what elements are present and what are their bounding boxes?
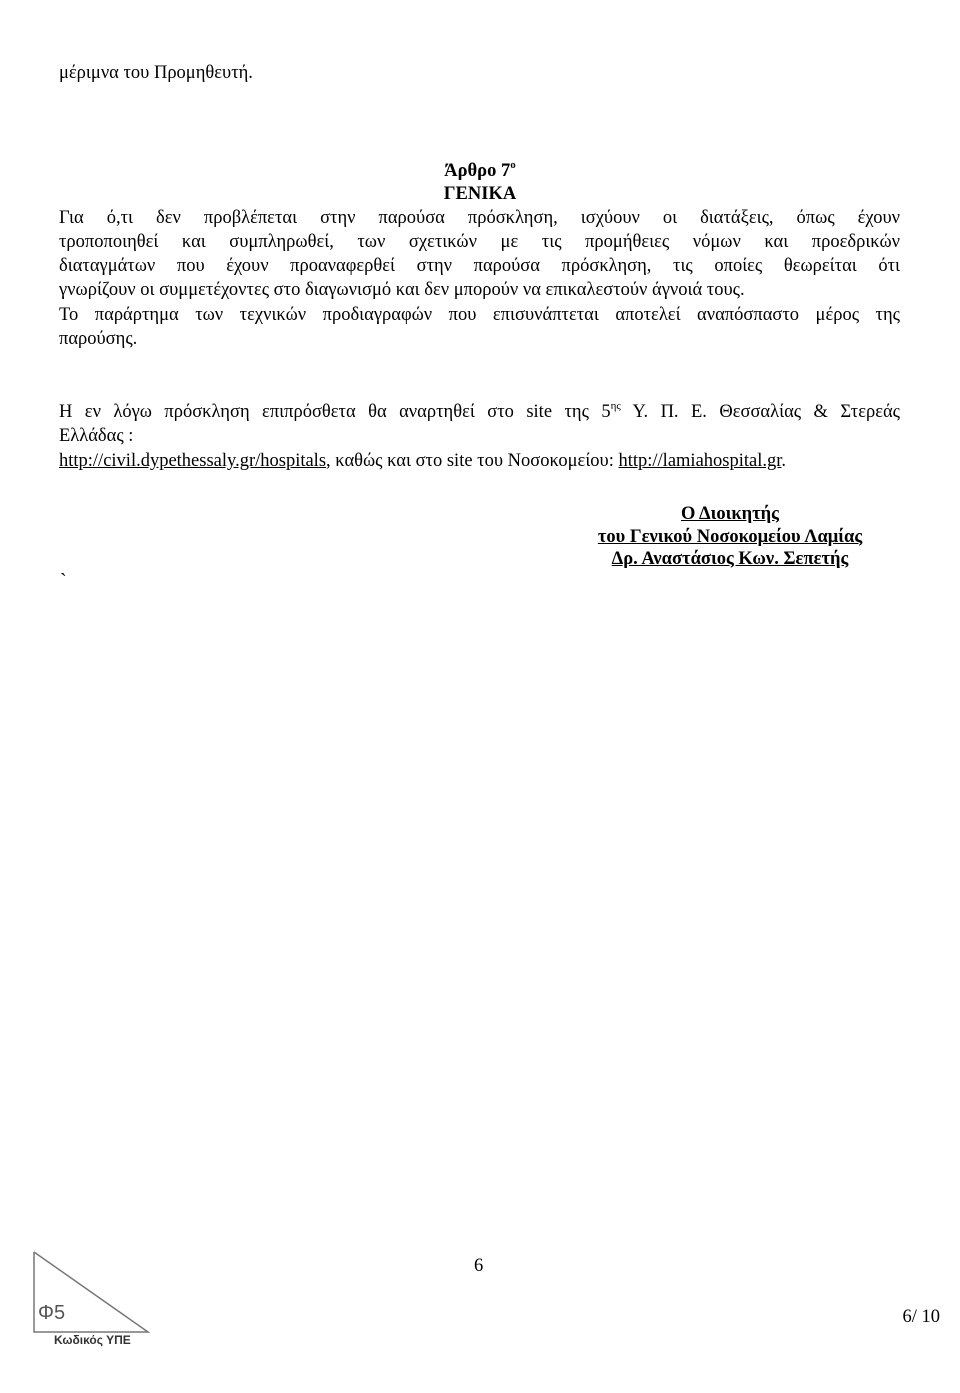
signature-title: Ο Διοικητής — [681, 504, 779, 524]
civil-dypethessaly-link[interactable]: http://civil.dypethessaly.gr/hospitals — [59, 451, 327, 471]
stray-mark: ` — [60, 570, 67, 592]
paragraph3-line1 — [59, 400, 900, 424]
paragraph1-line: τροποποιηθεί και συμπληρωθεί, των σχετικών με τις προμήθειες νόμων και προεδρικών — [59, 232, 900, 252]
page-of-total: 6/ 10 — [902, 1307, 940, 1327]
page-number: 6 — [474, 1256, 484, 1276]
article-subtitle: ΓΕΝΙΚΑ — [443, 184, 517, 204]
lamiahospital-link[interactable]: http://lamiahospital.gr — [618, 451, 782, 471]
paragraph3-sup: ης — [610, 400, 621, 412]
signature-block — [455, 503, 960, 571]
logo-label: Φ5 — [38, 1302, 66, 1324]
paragraph3-part2: Υ. Π. Ε. Θεσσαλίας & Στερεάς — [620, 402, 901, 422]
paragraph1-last-line: γνωρίζουν οι συμμετέχοντες στο διαγωνισμό και δεν μπορούν να επικαλεστούν άγνοιά τους. — [59, 280, 745, 300]
paragraph3-part1: Η εν λόγω πρόσκληση επιπρόσθετα θα αναρτηθεί στο site της 5 — [59, 402, 611, 422]
paragraph3-middle: , καθώς και στο site του Νοσοκομείου: — [326, 451, 619, 471]
paragraph1-line: Για ό,τι δεν προβλέπεται στην παρούσα πρόσκληση, ισχύουν οι διατάξεις, όπως έχουν — [59, 208, 900, 228]
article-title-sup: ο — [510, 159, 516, 171]
signature-hospital: του Γενικού Νοσοκομείου Λαμίας — [597, 526, 863, 547]
article-title — [0, 160, 960, 182]
signature-name: Δρ. Αναστάσιος Κων. Σεπετής — [611, 549, 849, 569]
paragraph3-end: . — [781, 451, 786, 471]
paragraph2-last-line: παρούσης. — [59, 329, 138, 349]
top-line: μέριμνα του Προμηθευτή. — [59, 63, 253, 83]
paragraph3-line2: Ελλάδας : — [59, 426, 134, 446]
paragraph2-line: Το παράρτημα των τεχνικών προδιαγραφών που επισυνάπτεται αποτελεί αναπόσπαστο μέρος της — [59, 305, 900, 325]
logo-code: Κωδικός ΥΠΕ — [54, 1333, 131, 1347]
article-title-text: Άρθρο 7 — [444, 161, 511, 181]
paragraph3-line3 — [59, 450, 786, 472]
paragraph1-line: διαταγμάτων που έχουν προαναφερθεί στην παρούσα πρόσκληση, τις οποίες θεωρείται ότι — [59, 256, 900, 276]
